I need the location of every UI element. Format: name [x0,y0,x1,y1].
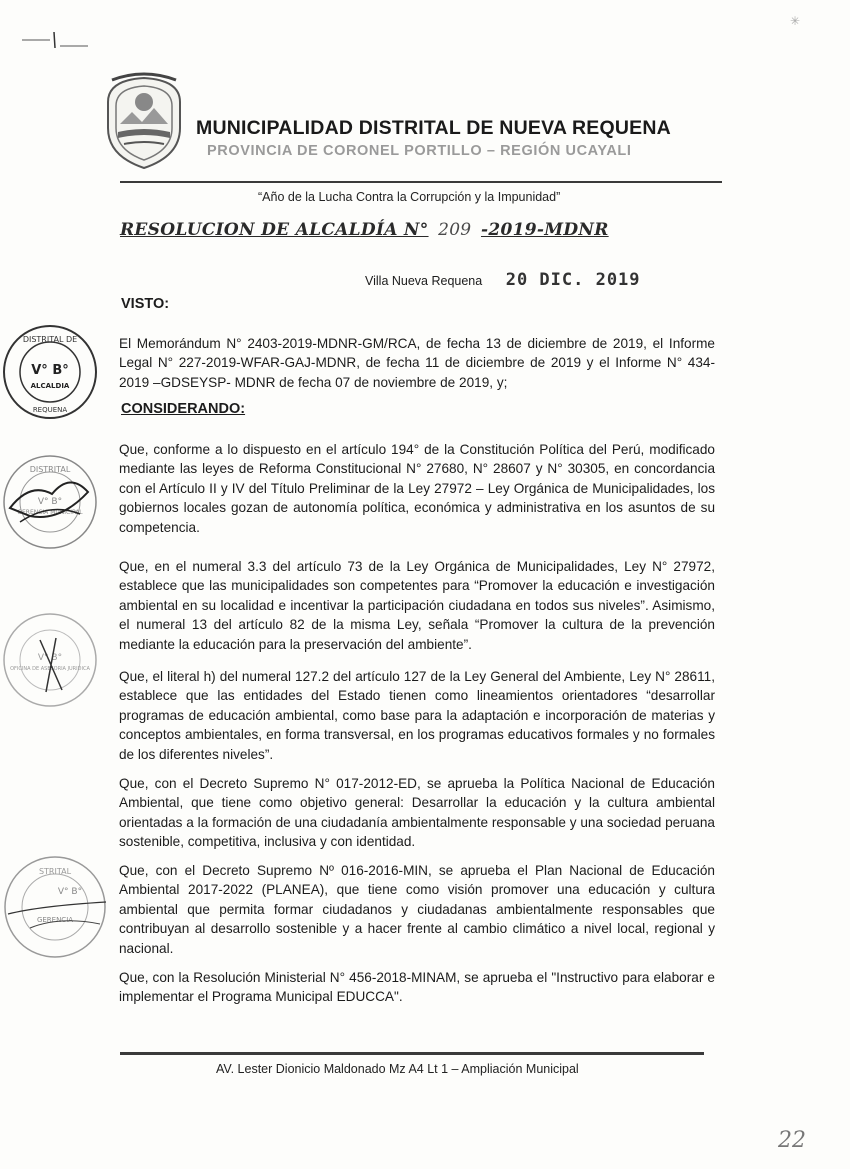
year-motto: “Año de la Lucha Contra la Corrupción y la Impunidad” [258,190,561,204]
svg-text:DISTRITAL DE: DISTRITAL DE [22,335,78,344]
seal-center-top: V° B° [37,653,63,663]
considerando-paragraph: Que, con el Decreto Supremo Nº 016-2016-MIN, se aprueba el Plan Nacional de Educación Ambiental 2017-2022 (PLANEA), que tiene como visión promover una educación y cultura ambiental que permita formar ciudadanos y ciudadanas ambientalmente responsables que contribuyan al desarrollo sostenible y a hacer frente al cambio climático a nivel local, regional y nacional. [119,863,715,956]
institution-title: MUNICIPALIDAD DISTRITAL DE NUEVA REQUENA [196,117,671,139]
header-divider [120,181,722,183]
handwritten-page-number: 22 [778,1128,806,1153]
considerando-paragraph: Que, con la Resolución Ministerial N° 456-2018-MINAM, se aprueba el "Instructivo para elaborar e implementar el Programa Municipal EDUCCA". [119,970,715,1005]
approval-seal-alcaldia [0,322,100,422]
seal-center-bottom: GERENCIA [36,916,74,924]
svg-text:REQUENA: REQUENA [32,406,68,414]
resolution-number-handwritten: 209 [438,220,472,240]
considerando-paragraph: Que, con el Decreto Supremo N° 017-2012-ED, se aprueba la Política Nacional de Educación Ambiental, que tiene como objetivo general: Desarrollar la educación y la cultura ambiental orientadas a la formación de una ciudadanía ambientalmente responsable y una sociedad peruana sostenible, competitiva, inclusiva y con identidad. [119,776,715,850]
seal-center-bottom: OFICINA DE ASESORIA JURIDICA [10,666,90,672]
seal-center-top: V° B° [31,363,69,378]
approval-seal-asesoria [0,610,100,710]
svg-text:STRITAL: STRITAL [38,867,72,876]
footer-address: AV. Lester Dionicio Maldonado Mz A4 Lt 1 – Ampliación Municipal [216,1062,579,1076]
seal-center-top: V° B° [57,887,83,897]
scan-mark-top-right: ✳ [790,14,801,28]
municipal-crest-logo [102,72,186,172]
approval-seal-gerencia-general [0,852,110,962]
seal-center-bottom: GERENCIA MUNICIPAL [17,509,83,516]
seal-center-top: V° B° [37,497,63,507]
visto-heading: VISTO: [121,296,170,312]
resolution-prefix: RESOLUCION DE ALCALDÍA N° [120,220,429,240]
svg-text:DISTRITAL: DISTRITAL [29,465,71,474]
resolution-title [120,220,609,240]
resolution-suffix: -2019-MDNR [480,220,609,240]
place: Villa Nueva Requena [365,274,483,288]
place-date-line [365,270,641,290]
visto-paragraph: El Memorándum N° 2403-2019-MDNR-GM/RCA, de fecha 13 de diciembre de 2019, el Informe Legal N° 227-2019-WFAR-GAJ-MDNR, de fecha 11 de diciembre de 2019 y el Informe N° 434-2019 –GDSEYSP- MDNR de fecha 07 de noviembre de 2019, y; [119,336,715,390]
considerando-paragraph: Que, en el numeral 3.3 del artículo 73 de la Ley Orgánica de Municipalidades, Ley N° 27972, establece que las municipalidades son competentes para “Promover la educación e investigación ambiental en su localidad e incentivar la participación ciudadana en todos sus niveles”. Asimismo, el numeral 13 del artículo 82 de la misma Ley, señala “Promover la cultura de la prevención mediante la educación para la preservación del ambiente”. [119,559,715,652]
approval-seal-gerencia [0,452,100,552]
considerando-paragraph: Que, conforme a lo dispuesto en el artículo 194° de la Constitución Política del Perú, modificado mediante las leyes de Reforma Constitucional N° 27680, N° 28607 y N° 30305, en concordancia con el Artículo II y IV del Título Preliminar de la Ley 27972 – Ley Orgánica de Municipalidades, los gobiernos locales gozan de autonomía política, económica y administrativa en los asuntos de su competencia. [119,442,715,535]
considerando-paragraph: Que, el literal h) del numeral 127.2 del artículo 127 de la Ley General del Ambiente, Ley N° 28611, establece que las entidades del Estado tienen como lineamientos orientadores “desarrollar programas de educación ambiental, como base para la adaptación e incorporación de materias y conceptos ambientales, en forma transversal, en los programas educativos formales y no formales de los diferentes niveles”. [119,669,715,762]
seal-center-bottom: ALCALDIA [30,382,70,390]
scan-mark-top-left [20,28,90,50]
institution-subtitle: PROVINCIA DE CORONEL PORTILLO – REGIÓN UCAYALI [207,143,632,159]
considerando-heading: CONSIDERANDO: [121,401,246,417]
footer-divider [120,1052,704,1055]
date-stamp: 20 DIC. 2019 [505,270,641,290]
